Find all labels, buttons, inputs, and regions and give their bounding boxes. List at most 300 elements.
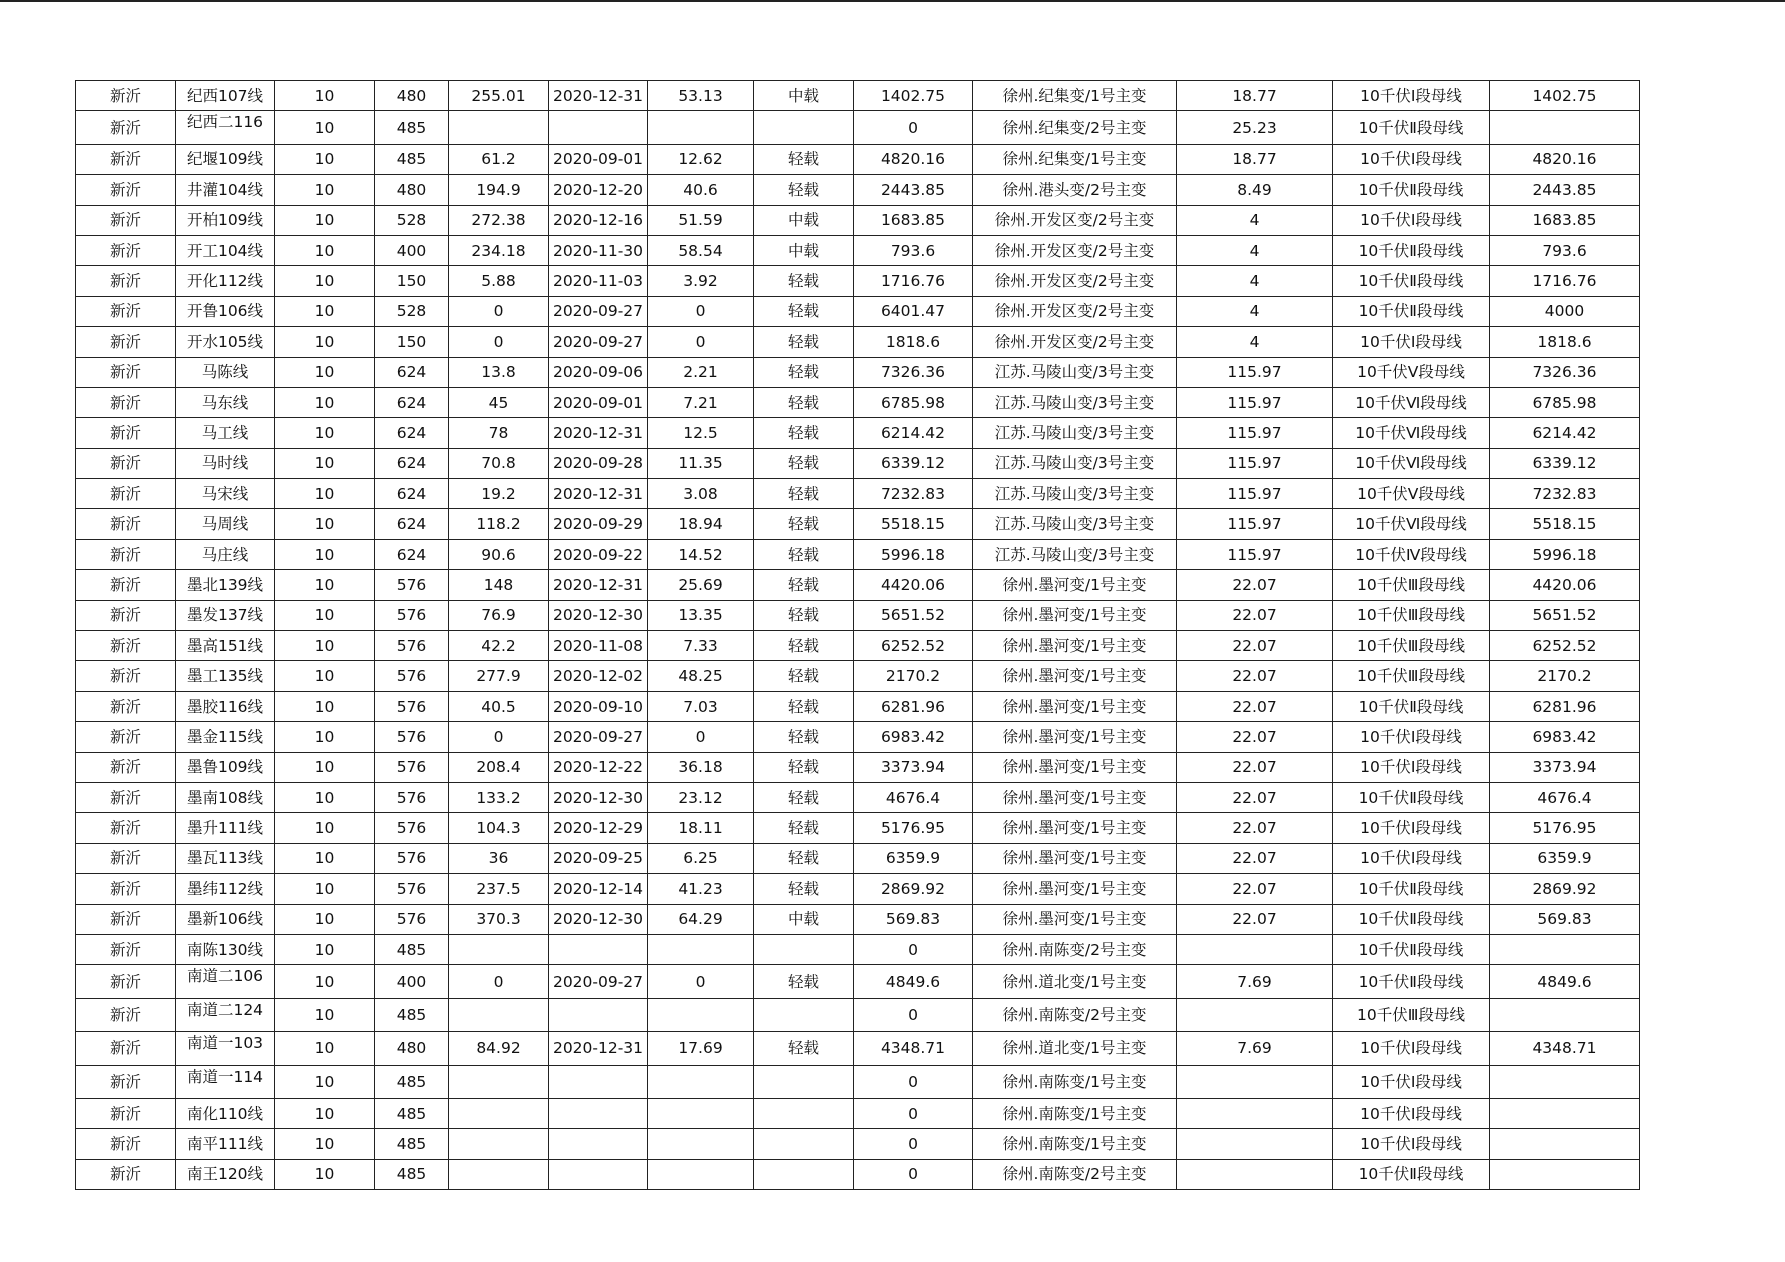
table-body xyxy=(76,81,1640,1190)
open-capacity-cell: 569.83 xyxy=(1490,904,1640,934)
max-load-date-cell: 2020-12-14 xyxy=(549,874,648,904)
transformer-load-rate-cell xyxy=(1177,1065,1333,1098)
load-rate-cell: 0 xyxy=(648,965,754,998)
max-load-date-cell: 2020-12-22 xyxy=(549,752,648,782)
available-capacity-cell: 1683.85 xyxy=(854,205,973,235)
open-capacity-cell: 2170.2 xyxy=(1490,661,1640,691)
load-status-cell: 轻载 xyxy=(754,175,854,205)
voltage-cell: 10 xyxy=(275,998,375,1031)
max-load-cell: 0 xyxy=(449,296,549,326)
max-load-date-cell: 2020-12-31 xyxy=(549,81,648,111)
available-capacity-cell: 6785.98 xyxy=(854,387,973,417)
transformer-load-rate-cell: 22.07 xyxy=(1177,782,1333,812)
load-rate-cell: 0 xyxy=(648,296,754,326)
busbar-cell: 10千伏Ⅱ段母线 xyxy=(1333,691,1490,721)
transformer-load-rate-cell: 22.07 xyxy=(1177,600,1333,630)
substation-transformer-cell: 徐州.墨河变/1号主变 xyxy=(973,874,1177,904)
county-cell: 新沂 xyxy=(76,661,176,691)
available-capacity-cell: 569.83 xyxy=(854,904,973,934)
transformer-load-rate-cell: 4 xyxy=(1177,327,1333,357)
voltage-cell: 10 xyxy=(275,175,375,205)
voltage-cell: 10 xyxy=(275,934,375,964)
available-capacity-cell: 6401.47 xyxy=(854,296,973,326)
max-load-date-cell: 2020-12-31 xyxy=(549,479,648,509)
max-load-cell: 84.92 xyxy=(449,1032,549,1065)
max-load-cell: 0 xyxy=(449,327,549,357)
line-name-cell: 南道二106 xyxy=(176,965,275,998)
max-load-cell xyxy=(449,934,549,964)
line-name-cell: 墨金115线 xyxy=(176,722,275,752)
max-load-cell: 19.2 xyxy=(449,479,549,509)
open-capacity-cell: 6339.12 xyxy=(1490,448,1640,478)
available-capacity-cell: 4348.71 xyxy=(854,1032,973,1065)
available-capacity-cell: 5176.95 xyxy=(854,813,973,843)
table-row xyxy=(76,813,1640,843)
transformer-load-rate-cell: 22.07 xyxy=(1177,843,1333,873)
capacity-cell: 576 xyxy=(375,631,449,661)
max-load-date-cell xyxy=(549,934,648,964)
line-name-cell: 开化112线 xyxy=(176,266,275,296)
load-status-cell: 轻载 xyxy=(754,327,854,357)
busbar-cell: 10千伏Ⅰ段母线 xyxy=(1333,144,1490,174)
transformer-load-rate-cell: 22.07 xyxy=(1177,570,1333,600)
voltage-cell: 10 xyxy=(275,448,375,478)
available-capacity-cell: 4849.6 xyxy=(854,965,973,998)
transformer-load-rate-cell: 8.49 xyxy=(1177,175,1333,205)
capacity-cell: 480 xyxy=(375,1032,449,1065)
substation-transformer-cell: 徐州.墨河变/1号主变 xyxy=(973,661,1177,691)
line-name-cell: 开鲁106线 xyxy=(176,296,275,326)
load-rate-cell: 12.62 xyxy=(648,144,754,174)
transformer-load-rate-cell: 115.97 xyxy=(1177,448,1333,478)
max-load-cell xyxy=(449,1159,549,1189)
county-cell: 新沂 xyxy=(76,509,176,539)
capacity-cell: 576 xyxy=(375,904,449,934)
load-status-cell: 轻载 xyxy=(754,874,854,904)
max-load-date-cell: 2020-09-10 xyxy=(549,691,648,721)
open-capacity-cell: 1818.6 xyxy=(1490,327,1640,357)
capacity-cell: 624 xyxy=(375,357,449,387)
max-load-cell: 277.9 xyxy=(449,661,549,691)
max-load-date-cell xyxy=(549,1098,648,1128)
substation-transformer-cell: 徐州.南陈变/1号主变 xyxy=(973,1065,1177,1098)
max-load-date-cell xyxy=(549,111,648,144)
max-load-cell: 104.3 xyxy=(449,813,549,843)
max-load-cell: 370.3 xyxy=(449,904,549,934)
voltage-cell: 10 xyxy=(275,904,375,934)
capacity-cell: 485 xyxy=(375,144,449,174)
available-capacity-cell: 3373.94 xyxy=(854,752,973,782)
load-rate-cell: 41.23 xyxy=(648,874,754,904)
table-row xyxy=(76,570,1640,600)
capacity-cell: 576 xyxy=(375,813,449,843)
county-cell: 新沂 xyxy=(76,479,176,509)
max-load-cell: 5.88 xyxy=(449,266,549,296)
available-capacity-cell: 6359.9 xyxy=(854,843,973,873)
open-capacity-cell xyxy=(1490,111,1640,144)
max-load-cell: 42.2 xyxy=(449,631,549,661)
available-capacity-cell: 7232.83 xyxy=(854,479,973,509)
max-load-date-cell: 2020-09-22 xyxy=(549,539,648,569)
substation-transformer-cell: 徐州.南陈变/2号主变 xyxy=(973,1159,1177,1189)
county-cell: 新沂 xyxy=(76,782,176,812)
line-name-cell: 马周线 xyxy=(176,509,275,539)
voltage-cell: 10 xyxy=(275,357,375,387)
substation-transformer-cell: 徐州.港头变/2号主变 xyxy=(973,175,1177,205)
line-name-cell: 纪堰109线 xyxy=(176,144,275,174)
county-cell: 新沂 xyxy=(76,965,176,998)
available-capacity-cell: 2443.85 xyxy=(854,175,973,205)
line-name-cell: 墨高151线 xyxy=(176,631,275,661)
table-row xyxy=(76,934,1640,964)
busbar-cell: 10千伏Ⅱ段母线 xyxy=(1333,1159,1490,1189)
voltage-cell: 10 xyxy=(275,600,375,630)
county-cell: 新沂 xyxy=(76,418,176,448)
load-rate-cell: 36.18 xyxy=(648,752,754,782)
table-row xyxy=(76,235,1640,265)
max-load-date-cell: 2020-11-30 xyxy=(549,235,648,265)
substation-transformer-cell: 徐州.开发区变/2号主变 xyxy=(973,266,1177,296)
table-row xyxy=(76,205,1640,235)
transformer-load-rate-cell: 7.69 xyxy=(1177,965,1333,998)
load-status-cell: 轻载 xyxy=(754,266,854,296)
county-cell: 新沂 xyxy=(76,327,176,357)
open-capacity-cell: 5518.15 xyxy=(1490,509,1640,539)
county-cell: 新沂 xyxy=(76,722,176,752)
max-load-cell: 90.6 xyxy=(449,539,549,569)
busbar-cell: 10千伏Ⅱ段母线 xyxy=(1333,111,1490,144)
max-load-date-cell: 2020-09-25 xyxy=(549,843,648,873)
voltage-cell: 10 xyxy=(275,1032,375,1065)
capacity-cell: 624 xyxy=(375,479,449,509)
max-load-cell: 0 xyxy=(449,965,549,998)
county-cell: 新沂 xyxy=(76,1098,176,1128)
capacity-cell: 485 xyxy=(375,1065,449,1098)
busbar-cell: 10千伏Ⅳ段母线 xyxy=(1333,539,1490,569)
transformer-load-rate-cell: 22.07 xyxy=(1177,813,1333,843)
open-capacity-cell: 5176.95 xyxy=(1490,813,1640,843)
available-capacity-cell: 6983.42 xyxy=(854,722,973,752)
line-name-cell: 墨北139线 xyxy=(176,570,275,600)
table-row xyxy=(76,1159,1640,1189)
load-status-cell: 轻载 xyxy=(754,509,854,539)
line-name-cell: 井灌104线 xyxy=(176,175,275,205)
available-capacity-cell: 2869.92 xyxy=(854,874,973,904)
voltage-cell: 10 xyxy=(275,1129,375,1159)
busbar-cell: 10千伏Ⅱ段母线 xyxy=(1333,175,1490,205)
substation-transformer-cell: 江苏.马陵山变/3号主变 xyxy=(973,418,1177,448)
table-row xyxy=(76,509,1640,539)
line-name-cell: 南平111线 xyxy=(176,1129,275,1159)
voltage-cell: 10 xyxy=(275,631,375,661)
capacity-cell: 576 xyxy=(375,570,449,600)
load-rate-cell: 6.25 xyxy=(648,843,754,873)
open-capacity-cell: 4676.4 xyxy=(1490,782,1640,812)
substation-transformer-cell: 徐州.墨河变/1号主变 xyxy=(973,570,1177,600)
available-capacity-cell: 0 xyxy=(854,1098,973,1128)
voltage-cell: 10 xyxy=(275,1065,375,1098)
transformer-load-rate-cell: 115.97 xyxy=(1177,387,1333,417)
county-cell: 新沂 xyxy=(76,448,176,478)
max-load-cell: 133.2 xyxy=(449,782,549,812)
available-capacity-cell: 4676.4 xyxy=(854,782,973,812)
voltage-cell: 10 xyxy=(275,81,375,111)
capacity-cell: 485 xyxy=(375,934,449,964)
max-load-date-cell xyxy=(549,1159,648,1189)
open-capacity-cell xyxy=(1490,1065,1640,1098)
load-status-cell: 中载 xyxy=(754,235,854,265)
transformer-load-rate-cell xyxy=(1177,1098,1333,1128)
transformer-load-rate-cell xyxy=(1177,1159,1333,1189)
load-rate-cell: 25.69 xyxy=(648,570,754,600)
transformer-load-rate-cell: 4 xyxy=(1177,296,1333,326)
available-capacity-cell: 4420.06 xyxy=(854,570,973,600)
county-cell: 新沂 xyxy=(76,175,176,205)
voltage-cell: 10 xyxy=(275,570,375,600)
substation-transformer-cell: 江苏.马陵山变/3号主变 xyxy=(973,509,1177,539)
max-load-cell xyxy=(449,1098,549,1128)
load-rate-cell: 7.21 xyxy=(648,387,754,417)
substation-transformer-cell: 徐州.道北变/1号主变 xyxy=(973,1032,1177,1065)
load-rate-cell xyxy=(648,1129,754,1159)
capacity-cell: 624 xyxy=(375,509,449,539)
substation-transformer-cell: 江苏.马陵山变/3号主变 xyxy=(973,448,1177,478)
load-status-cell: 轻载 xyxy=(754,965,854,998)
substation-transformer-cell: 徐州.墨河变/1号主变 xyxy=(973,782,1177,812)
load-status-cell: 轻载 xyxy=(754,479,854,509)
available-capacity-cell: 6214.42 xyxy=(854,418,973,448)
substation-transformer-cell: 徐州.墨河变/1号主变 xyxy=(973,813,1177,843)
available-capacity-cell: 0 xyxy=(854,998,973,1031)
load-status-cell: 中载 xyxy=(754,205,854,235)
available-capacity-cell: 5518.15 xyxy=(854,509,973,539)
max-load-date-cell: 2020-09-27 xyxy=(549,722,648,752)
table-row xyxy=(76,998,1640,1031)
transformer-load-rate-cell: 18.77 xyxy=(1177,81,1333,111)
available-capacity-cell: 0 xyxy=(854,111,973,144)
max-load-date-cell: 2020-12-16 xyxy=(549,205,648,235)
capacity-cell: 150 xyxy=(375,327,449,357)
transformer-load-rate-cell: 22.07 xyxy=(1177,722,1333,752)
table-row xyxy=(76,479,1640,509)
max-load-date-cell: 2020-12-30 xyxy=(549,904,648,934)
open-capacity-cell xyxy=(1490,1159,1640,1189)
line-name-cell: 墨升111线 xyxy=(176,813,275,843)
transformer-load-rate-cell: 4 xyxy=(1177,266,1333,296)
capacity-cell: 576 xyxy=(375,600,449,630)
busbar-cell: 10千伏Ⅵ段母线 xyxy=(1333,448,1490,478)
table-row xyxy=(76,904,1640,934)
county-cell: 新沂 xyxy=(76,904,176,934)
transformer-load-rate-cell: 22.07 xyxy=(1177,631,1333,661)
capacity-cell: 485 xyxy=(375,1129,449,1159)
county-cell: 新沂 xyxy=(76,1065,176,1098)
load-rate-cell: 64.29 xyxy=(648,904,754,934)
substation-transformer-cell: 徐州.墨河变/1号主变 xyxy=(973,752,1177,782)
table-row xyxy=(76,782,1640,812)
available-capacity-cell: 0 xyxy=(854,1065,973,1098)
substation-transformer-cell: 徐州.墨河变/1号主变 xyxy=(973,631,1177,661)
load-status-cell: 轻载 xyxy=(754,418,854,448)
table-row xyxy=(76,722,1640,752)
open-capacity-cell: 1402.75 xyxy=(1490,81,1640,111)
max-load-date-cell: 2020-12-30 xyxy=(549,782,648,812)
open-capacity-cell: 4000 xyxy=(1490,296,1640,326)
max-load-date-cell: 2020-11-08 xyxy=(549,631,648,661)
county-cell: 新沂 xyxy=(76,205,176,235)
county-cell: 新沂 xyxy=(76,357,176,387)
load-status-cell: 轻载 xyxy=(754,600,854,630)
transformer-load-rate-cell: 4 xyxy=(1177,205,1333,235)
load-status-cell xyxy=(754,111,854,144)
table-row xyxy=(76,661,1640,691)
transformer-load-rate-cell: 115.97 xyxy=(1177,479,1333,509)
table-row xyxy=(76,874,1640,904)
voltage-cell: 10 xyxy=(275,327,375,357)
table-row xyxy=(76,965,1640,998)
county-cell: 新沂 xyxy=(76,752,176,782)
load-status-cell xyxy=(754,1098,854,1128)
feeder-load-table xyxy=(75,80,1640,1190)
max-load-date-cell: 2020-09-27 xyxy=(549,965,648,998)
substation-transformer-cell: 徐州.南陈变/2号主变 xyxy=(973,998,1177,1031)
county-cell: 新沂 xyxy=(76,81,176,111)
line-name-cell: 南道一114 xyxy=(176,1065,275,1098)
substation-transformer-cell: 徐州.纪集变/1号主变 xyxy=(973,81,1177,111)
county-cell: 新沂 xyxy=(76,1129,176,1159)
voltage-cell: 10 xyxy=(275,296,375,326)
busbar-cell: 10千伏Ⅱ段母线 xyxy=(1333,934,1490,964)
county-cell: 新沂 xyxy=(76,1032,176,1065)
max-load-date-cell: 2020-12-31 xyxy=(549,1032,648,1065)
substation-transformer-cell: 徐州.纪集变/2号主变 xyxy=(973,111,1177,144)
table-row xyxy=(76,843,1640,873)
substation-transformer-cell: 江苏.马陵山变/3号主变 xyxy=(973,357,1177,387)
load-status-cell: 轻载 xyxy=(754,752,854,782)
max-load-cell: 148 xyxy=(449,570,549,600)
table-row xyxy=(76,327,1640,357)
max-load-cell: 78 xyxy=(449,418,549,448)
load-status-cell xyxy=(754,934,854,964)
open-capacity-cell xyxy=(1490,1129,1640,1159)
voltage-cell: 10 xyxy=(275,782,375,812)
busbar-cell: 10千伏Ⅰ段母线 xyxy=(1333,1098,1490,1128)
open-capacity-cell: 6785.98 xyxy=(1490,387,1640,417)
load-status-cell: 轻载 xyxy=(754,631,854,661)
busbar-cell: 10千伏Ⅰ段母线 xyxy=(1333,752,1490,782)
max-load-date-cell: 2020-12-30 xyxy=(549,600,648,630)
load-status-cell: 中载 xyxy=(754,81,854,111)
transformer-load-rate-cell: 115.97 xyxy=(1177,539,1333,569)
table-row xyxy=(76,752,1640,782)
transformer-load-rate-cell xyxy=(1177,998,1333,1031)
transformer-load-rate-cell: 22.07 xyxy=(1177,874,1333,904)
load-rate-cell: 17.69 xyxy=(648,1032,754,1065)
max-load-cell: 45 xyxy=(449,387,549,417)
load-rate-cell: 0 xyxy=(648,722,754,752)
line-name-cell: 马东线 xyxy=(176,387,275,417)
available-capacity-cell: 6281.96 xyxy=(854,691,973,721)
max-load-date-cell: 2020-09-06 xyxy=(549,357,648,387)
busbar-cell: 10千伏Ⅰ段母线 xyxy=(1333,81,1490,111)
table-row xyxy=(76,1065,1640,1098)
open-capacity-cell: 1683.85 xyxy=(1490,205,1640,235)
table-row xyxy=(76,296,1640,326)
max-load-cell: 118.2 xyxy=(449,509,549,539)
load-status-cell: 轻载 xyxy=(754,1032,854,1065)
table-row xyxy=(76,1098,1640,1128)
busbar-cell: 10千伏Ⅰ段母线 xyxy=(1333,205,1490,235)
line-name-cell: 马陈线 xyxy=(176,357,275,387)
available-capacity-cell: 1402.75 xyxy=(854,81,973,111)
load-rate-cell: 3.08 xyxy=(648,479,754,509)
load-rate-cell: 2.21 xyxy=(648,357,754,387)
max-load-date-cell xyxy=(549,1129,648,1159)
busbar-cell: 10千伏Ⅵ段母线 xyxy=(1333,509,1490,539)
transformer-load-rate-cell: 18.77 xyxy=(1177,144,1333,174)
load-rate-cell: 53.13 xyxy=(648,81,754,111)
county-cell: 新沂 xyxy=(76,235,176,265)
available-capacity-cell: 2170.2 xyxy=(854,661,973,691)
table-row xyxy=(76,175,1640,205)
open-capacity-cell: 6252.52 xyxy=(1490,631,1640,661)
capacity-cell: 480 xyxy=(375,175,449,205)
max-load-date-cell: 2020-09-27 xyxy=(549,296,648,326)
transformer-load-rate-cell: 7.69 xyxy=(1177,1032,1333,1065)
max-load-date-cell: 2020-09-27 xyxy=(549,327,648,357)
load-rate-cell: 7.03 xyxy=(648,691,754,721)
county-cell: 新沂 xyxy=(76,631,176,661)
load-rate-cell: 7.33 xyxy=(648,631,754,661)
substation-transformer-cell: 江苏.马陵山变/3号主变 xyxy=(973,539,1177,569)
load-rate-cell: 0 xyxy=(648,327,754,357)
open-capacity-cell: 1716.76 xyxy=(1490,266,1640,296)
load-rate-cell: 13.35 xyxy=(648,600,754,630)
load-rate-cell: 18.94 xyxy=(648,509,754,539)
max-load-date-cell: 2020-12-02 xyxy=(549,661,648,691)
transformer-load-rate-cell: 22.07 xyxy=(1177,904,1333,934)
capacity-cell: 624 xyxy=(375,418,449,448)
substation-transformer-cell: 徐州.墨河变/1号主变 xyxy=(973,843,1177,873)
max-load-date-cell xyxy=(549,998,648,1031)
available-capacity-cell: 0 xyxy=(854,934,973,964)
voltage-cell: 10 xyxy=(275,813,375,843)
max-load-cell: 61.2 xyxy=(449,144,549,174)
open-capacity-cell: 6359.9 xyxy=(1490,843,1640,873)
available-capacity-cell: 7326.36 xyxy=(854,357,973,387)
load-status-cell: 轻载 xyxy=(754,722,854,752)
max-load-date-cell: 2020-09-01 xyxy=(549,144,648,174)
table-row xyxy=(76,266,1640,296)
busbar-cell: 10千伏Ⅰ段母线 xyxy=(1333,722,1490,752)
voltage-cell: 10 xyxy=(275,661,375,691)
voltage-cell: 10 xyxy=(275,874,375,904)
county-cell: 新沂 xyxy=(76,843,176,873)
voltage-cell: 10 xyxy=(275,509,375,539)
max-load-cell: 237.5 xyxy=(449,874,549,904)
open-capacity-cell: 7232.83 xyxy=(1490,479,1640,509)
open-capacity-cell: 3373.94 xyxy=(1490,752,1640,782)
capacity-cell: 576 xyxy=(375,661,449,691)
open-capacity-cell xyxy=(1490,1098,1640,1128)
line-name-cell: 墨胶116线 xyxy=(176,691,275,721)
load-rate-cell xyxy=(648,1065,754,1098)
table-row xyxy=(76,357,1640,387)
available-capacity-cell: 6252.52 xyxy=(854,631,973,661)
county-cell: 新沂 xyxy=(76,691,176,721)
max-load-cell xyxy=(449,1129,549,1159)
transformer-load-rate-cell xyxy=(1177,1129,1333,1159)
